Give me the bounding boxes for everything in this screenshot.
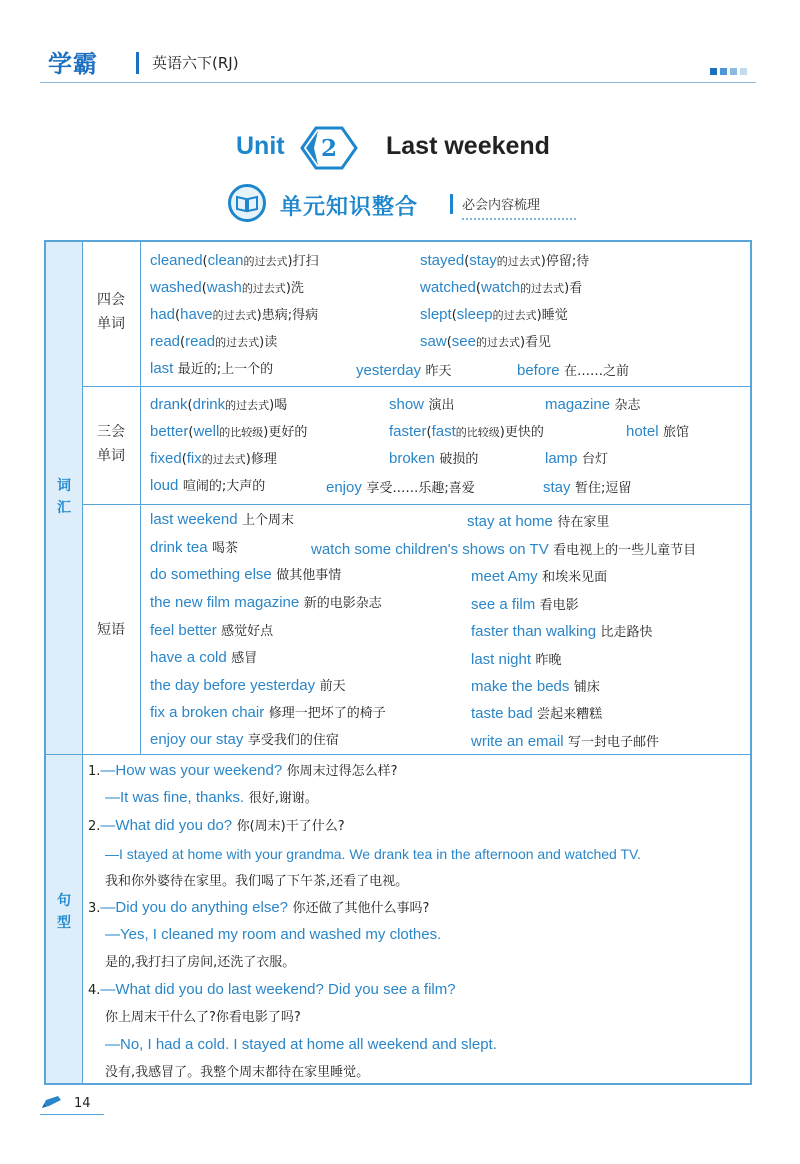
unit-name: Last weekend <box>386 132 550 160</box>
open-book-icon <box>228 184 266 222</box>
grid-line <box>46 754 751 755</box>
word-entry: magazine 杂志 <box>545 396 641 413</box>
row-label-line: 单词 <box>97 448 125 464</box>
phrase-entry: write an email 写一封电子邮件 <box>471 733 660 750</box>
sentence-line: 我和你外婆待在家里。我们喝了下午茶,还看了电视。 <box>105 874 409 889</box>
sentence-line: 4.—What did you do last weekend? Did you see a film? <box>88 981 456 998</box>
three-skill-label <box>86 420 136 468</box>
word-entry: read(read的过去式)读 <box>150 333 278 350</box>
sentence-line: —Yes, I cleaned my room and washed my clothes. <box>105 926 442 943</box>
grid-line <box>82 504 751 505</box>
word-entry: yesterday 昨天 <box>356 362 452 379</box>
header-rule <box>40 82 756 83</box>
word-entry: better(well的比较级)更好的 <box>150 423 308 440</box>
word-entry: had(have的过去式)患病;得病 <box>150 306 319 323</box>
phrase-entry: meet Amy 和埃米见面 <box>471 568 608 585</box>
phrase-entry: fix a broken chair 修理一把坏了的椅子 <box>150 704 386 721</box>
row-label-line: 三会 <box>97 424 125 440</box>
page-header <box>40 42 756 86</box>
word-entry: fixed(fix的过去式)修理 <box>150 450 277 467</box>
phrase-entry: enjoy our stay 享受我们的住宿 <box>150 731 339 748</box>
four-skill-label <box>86 288 136 336</box>
phrase-entry: the new film magazine 新的电影杂志 <box>150 594 382 611</box>
phrase-entry: watch some children's shows on TV 看电视上的一些儿童节目 <box>311 541 697 558</box>
book-title: 英语六下(RJ) <box>152 54 239 72</box>
sentence-line: —I stayed at home with your grandma. We drank tea in the afternoon and watched TV. <box>105 846 641 862</box>
header-square-icon <box>720 68 727 75</box>
section-subtitle: 必会内容梳理 <box>462 198 541 213</box>
word-entry: washed(wash的过去式)洗 <box>150 279 304 296</box>
sentence-line: 是的,我打扫了房间,还洗了衣服。 <box>105 955 296 970</box>
phrase-entry: last weekend 上个周末 <box>150 511 295 528</box>
footer-rule <box>40 1114 104 1115</box>
logo-divider <box>136 52 139 74</box>
word-entry: saw(see的过去式)看见 <box>420 333 552 350</box>
header-square-icon <box>740 68 747 75</box>
sentence-line: 你上周末干什么了?你看电影了吗? <box>105 1010 301 1025</box>
phrase-entry: do something else 做其他事情 <box>150 566 342 583</box>
grid-line <box>82 242 83 1083</box>
sentence-line: 没有,我感冒了。我整个周末都待在家里睡觉。 <box>105 1065 370 1080</box>
header-square-icon <box>730 68 737 75</box>
row-label-line: 单词 <box>97 316 125 332</box>
page-number: 14 <box>74 1096 91 1111</box>
word-entry: hotel 旅馆 <box>626 423 689 440</box>
pencil-icon <box>40 1096 62 1110</box>
phrase-entry: last night 昨晚 <box>471 651 562 668</box>
word-entry: watched(watch的过去式)看 <box>420 279 583 296</box>
unit-title <box>0 126 800 170</box>
phrases-label: 短语 <box>97 622 125 638</box>
word-entry: before 在……之前 <box>517 362 630 379</box>
word-entry: slept(sleep的过去式)睡觉 <box>420 306 568 323</box>
phrase-entry: drink tea 喝茶 <box>150 539 239 556</box>
dotted-underline <box>462 218 576 220</box>
phrase-entry: faster than walking 比走路快 <box>471 623 653 640</box>
brand-logo: 学霸 <box>48 50 98 78</box>
sentence-label: 句型 <box>57 893 71 931</box>
word-entry: enjoy 享受……乐趣;喜爱 <box>326 479 475 496</box>
section-title: 单元知识整合 <box>280 195 419 220</box>
sentence-line: —It was fine, thanks. 很好,谢谢。 <box>105 789 318 806</box>
section-heading <box>222 182 582 228</box>
phrase-entry: the day before yesterday 前天 <box>150 677 346 694</box>
phrase-entry: stay at home 待在家里 <box>467 513 610 530</box>
unit-word: Unit <box>236 132 285 160</box>
phrase-entry: feel better 感觉好点 <box>150 622 274 639</box>
word-entry: cleaned(clean的过去式)打扫 <box>150 252 319 269</box>
word-entry: faster(fast的比较级)更快的 <box>389 423 544 440</box>
word-entry: stay 暂住;逗留 <box>543 479 632 496</box>
phrase-entry: have a cold 感冒 <box>150 649 258 666</box>
sentence-line: 2.—What did you do? 你(周末)干了什么? <box>88 817 345 834</box>
word-entry: stayed(stay的过去式)停留;待 <box>420 252 590 269</box>
header-square-icon <box>710 68 717 75</box>
vocab-label: 词汇 <box>57 478 71 516</box>
word-entry: loud 喧闹的;大声的 <box>150 477 266 494</box>
sentence-line: 1.—How was your weekend? 你周末过得怎么样? <box>88 762 398 779</box>
word-entry: last 最近的;上一个的 <box>150 360 274 377</box>
sentence-line: 3.—Did you do anything else? 你还做了其他什么事吗? <box>88 899 430 916</box>
word-entry: lamp 台灯 <box>545 450 608 467</box>
word-entry: drank(drink的过去式)喝 <box>150 396 288 413</box>
phrase-entry: taste bad 尝起来糟糕 <box>471 705 603 722</box>
unit-number: 2 <box>320 135 337 162</box>
phrase-entry: make the beds 铺床 <box>471 678 600 695</box>
grid-line <box>140 242 141 754</box>
phrase-entry: see a film 看电影 <box>471 596 579 613</box>
row-label-line: 四会 <box>97 292 125 308</box>
word-entry: broken 破损的 <box>389 450 479 467</box>
sentence-line: —No, I had a cold. I stayed at home all weekend and slept. <box>105 1036 497 1053</box>
grid-line <box>82 386 751 387</box>
word-entry: show 演出 <box>389 396 455 413</box>
section-divider <box>450 194 453 214</box>
